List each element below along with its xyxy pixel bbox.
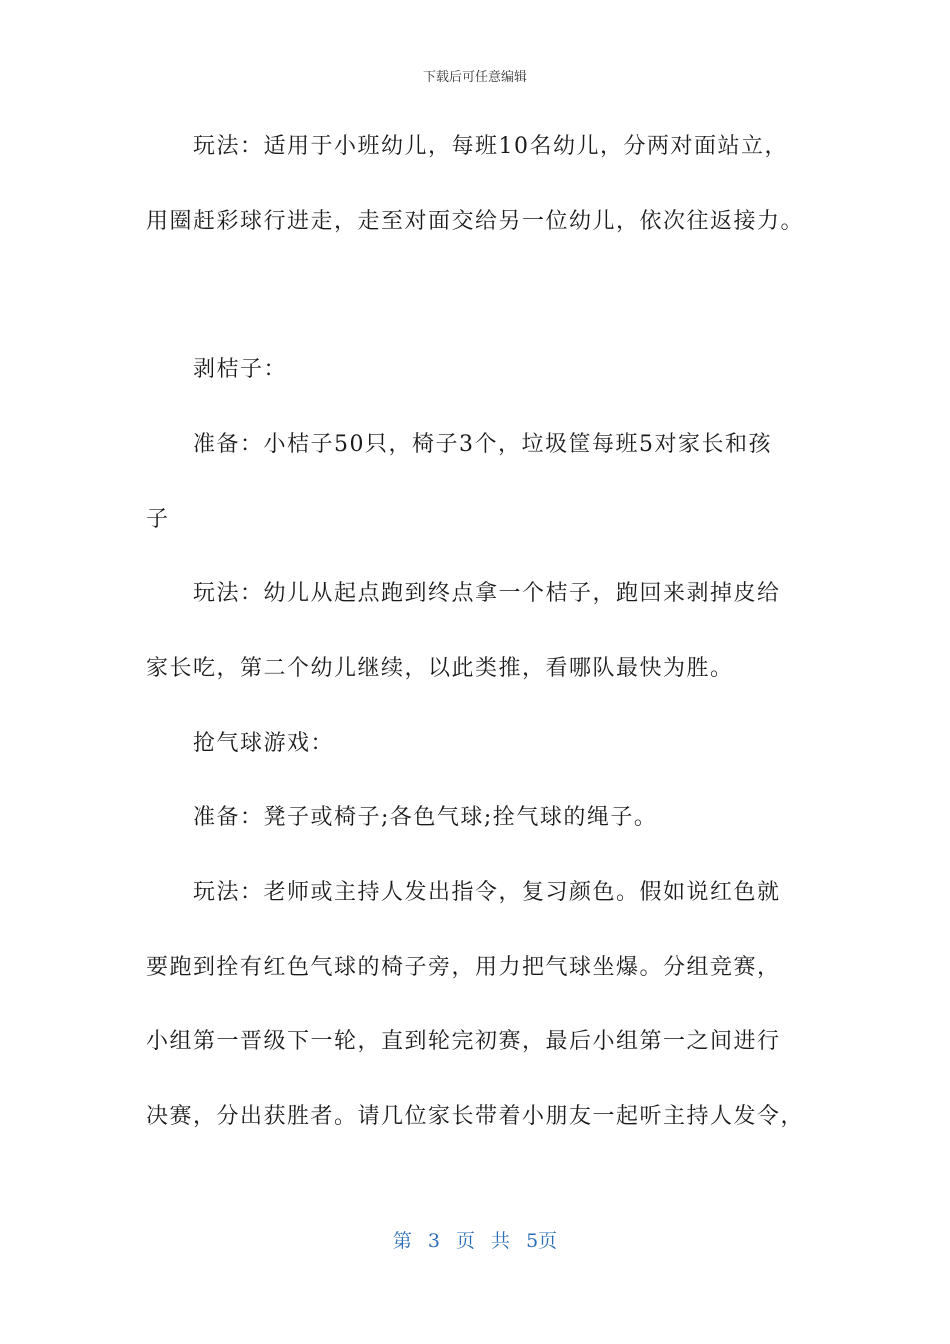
paragraph-line: 准备：小桔子50只，椅子3个，垃圾筐每班5对家长和孩	[193, 432, 772, 457]
paragraph-line: 准备：凳子或椅子;各色气球;拴气球的绳子。	[193, 805, 658, 830]
paragraph-line: 玩法：老师或主持人发出指令，复习颜色。假如说红色就	[193, 880, 781, 905]
section-heading: 剥桔子：	[193, 357, 288, 382]
paragraph-line: 玩法：幼儿从起点跑到终点拿一个桔子，跑回来剥掉皮给	[193, 581, 781, 606]
paragraph-line: 玩法：适用于小班幼儿，每班10名幼儿，分两对面站立，	[193, 134, 788, 159]
paragraph-line: 子	[146, 507, 170, 532]
paragraph-line: 用圈赶彩球行进走，走至对面交给另一位幼儿，依次往返接力。	[146, 209, 805, 234]
section-heading: 抢气球游戏：	[193, 731, 335, 756]
paragraph-line: 小组第一晋级下一轮，直到轮完初赛，最后小组第一之间进行	[146, 1029, 781, 1054]
paragraph-line: 家长吃，第二个幼儿继续，以此类推，看哪队最快为胜。	[146, 656, 734, 681]
paragraph-line: 要跑到拴有红色气球的椅子旁，用力把气球坐爆。分组竞赛，	[146, 955, 781, 980]
header-note: 下载后可任意编辑	[422, 70, 527, 85]
paragraph-line: 决赛，分出获胜者。请几位家长带着小朋友一起听主持人发令，	[146, 1104, 805, 1129]
page-number: 第 3 页 共 5页	[392, 1230, 558, 1252]
